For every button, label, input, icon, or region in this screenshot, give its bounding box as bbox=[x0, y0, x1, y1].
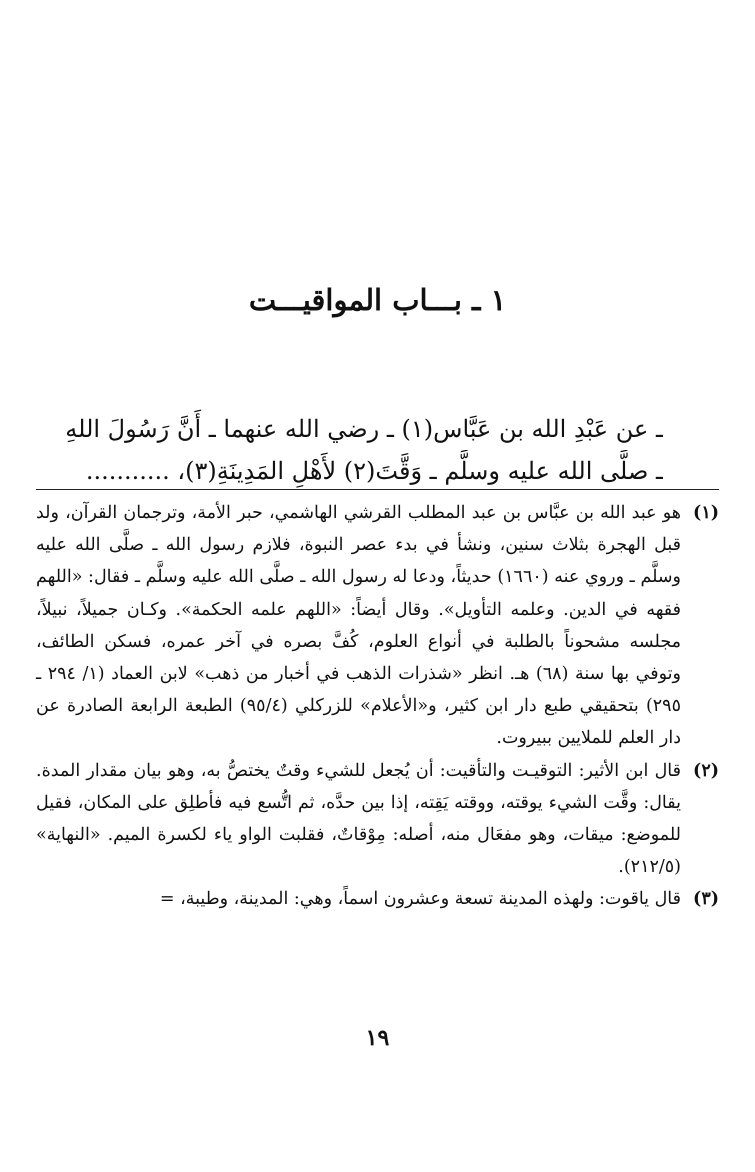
footnote bbox=[36, 755, 719, 884]
footnote-number: (٢) bbox=[693, 760, 719, 781]
hadith-line-2: ـ صلَّى الله عليه وسلَّم ـ وَقَّتَ(٢) لأَهْلِ المَدِينَةِ(٣)، ........... bbox=[85, 457, 663, 485]
footnote-text: قال ابن الأثير: التوقيـت والتأقيت: أن يُجعل للشيء وقتٌ يختصُّ به، وهو بيان مقدار المدة. يقال: وقَّت الشيء يوقته، ووقته يَقِته، إذا بين حدَّه، ثم اتُّسع فيه فأطلِق على المكان، فقيل للموضع: ميقات، وهو مفعَال منه، أصله: مِوْقاتٌ، فقلبت الواو ياء لكسرة الميم. «النهاية» (٢١٢/٥). bbox=[36, 760, 681, 878]
footnotes bbox=[36, 497, 719, 916]
footnote-number: (٣) bbox=[693, 889, 719, 910]
footnote-separator bbox=[36, 489, 719, 490]
chapter-title: ١ ـ بـــاب المواقيـــت bbox=[248, 283, 507, 317]
footnote bbox=[36, 883, 719, 915]
footnote-text: هو عبد الله بن عبَّاس بن عبد المطلب القرشي الهاشمي، حبر الأمة، وترجمان القرآن، ولد قبل الهجرة بثلاث سنين، ونشأ في بدء عصر النبوة، فلازم رسول الله ـ صلَّى الله عليه وسلَّم ـ وروي عنه (١٦٦٠) حديثاً، ودعا له رسول الله ـ صلَّى الله عليه وسلَّم ـ فقال: «اللهم فقهه في الدين. وعلمه التأويل». وقال أيضاً: «اللهم علمه الحكمة». وكـان جميلاً، نبيلاً، مجلسه مشحوناً بالطلبة في أنواع العلوم، كُفَّ بصره في آخر عمره، فسكن الطائف، وتوفي بها سنة (٦٨) هـ. انظر «شذرات الذهب في أخبار من ذهب» لابن العماد (١/ ٢٩٤ ـ ٢٩٥) بتحقيقي طبع دار ابن كثير، و«الأعلام» للزركلي (٩٥/٤) الطبعة الرابعة الصادرة عن دار العلم للملايين ببيروت. bbox=[36, 503, 681, 749]
hadith-line-1: ـ عن عَبْدِ الله بن عَبَّاس(١) ـ رضي الله عنهما ـ أَنَّ رَسُولَ اللهِ bbox=[65, 415, 663, 443]
hadith-text bbox=[43, 408, 663, 492]
footnote bbox=[36, 497, 719, 755]
footnote-number: (١) bbox=[693, 503, 719, 523]
page-number: ١٩ bbox=[365, 1025, 390, 1051]
footnote-text: قال ياقوت: ولهذه المدينة تسعة وعشرون اسماً، وهي: المدينة، وطيبة، = bbox=[159, 889, 681, 910]
